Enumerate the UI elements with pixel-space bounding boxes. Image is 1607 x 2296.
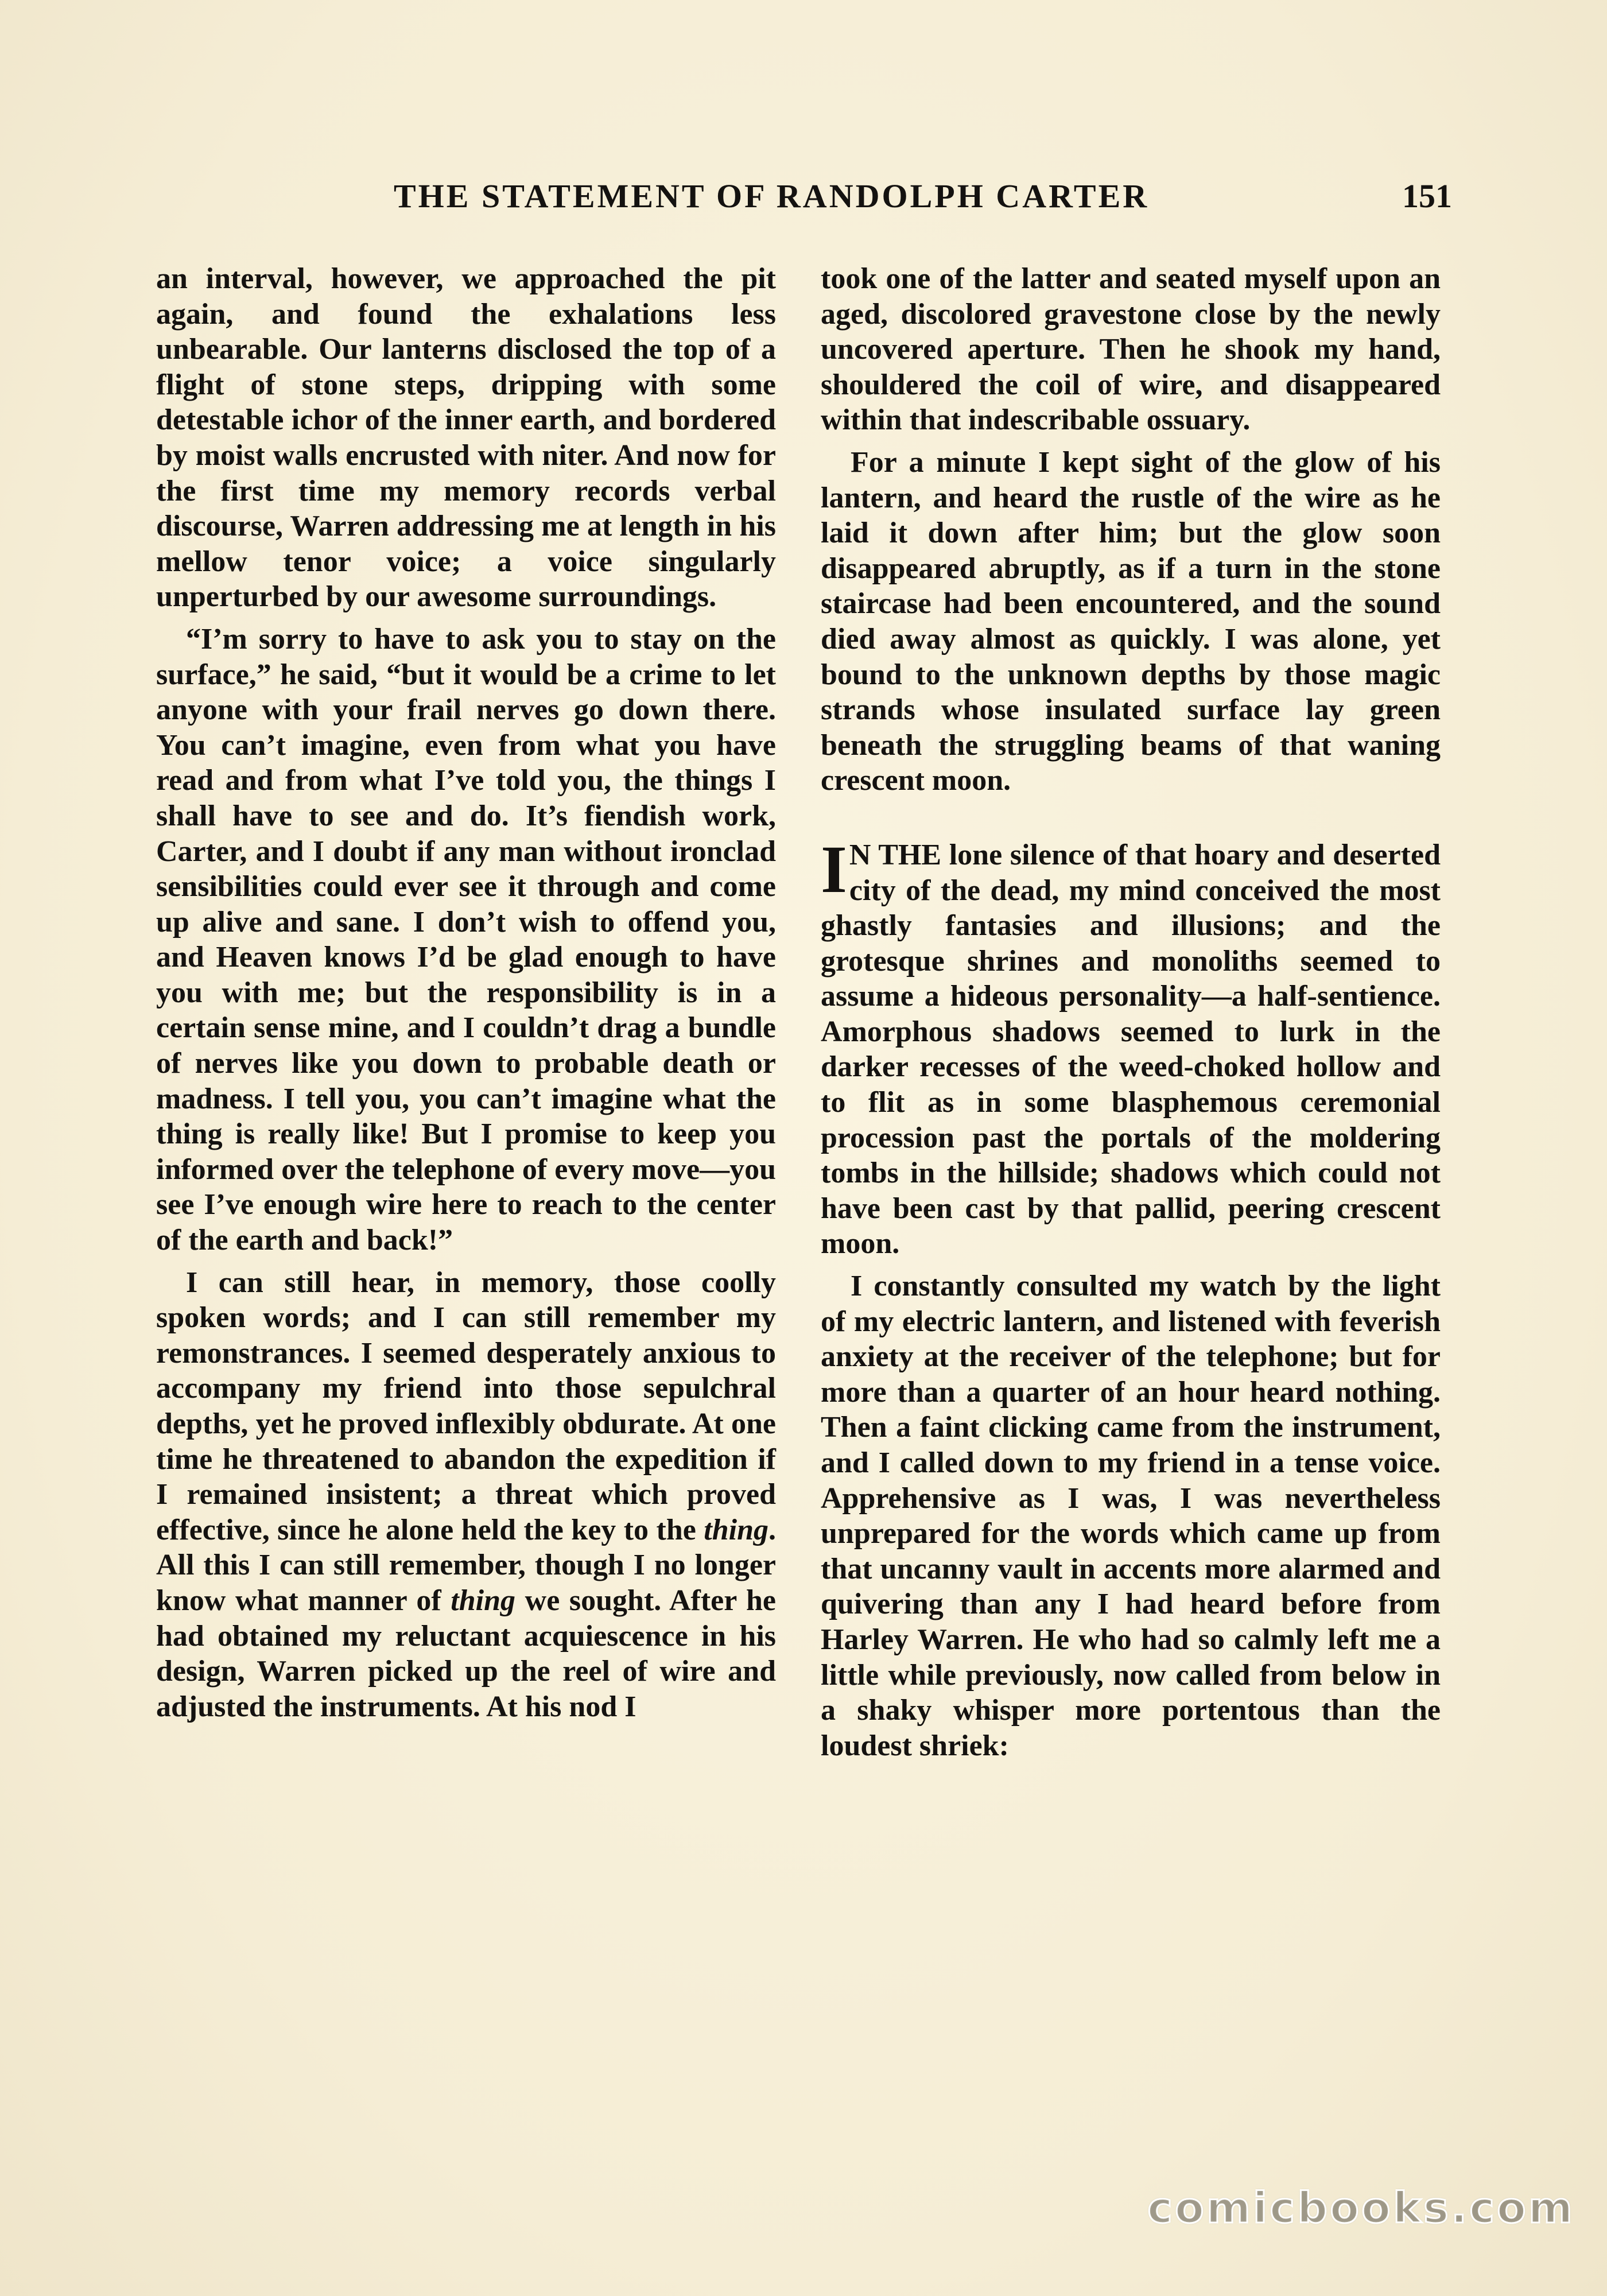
- emphasis-thing-2: thing: [451, 1584, 516, 1617]
- watermark: comicbooks.com: [1147, 2183, 1575, 2233]
- right-paragraph-2: For a minute I kept sight of the glow of his lantern, and heard the rustle of the wire as he laid it down after him; but the glow soon disappeared abruptly, as if a turn in the stone staircase had been encountered, and the sound died away almost as quickly. I was alone, yet bound to the unknown depths by those magic strands whose insulated surface lay green beneath the struggling beams of that waning crescent moon.: [821, 445, 1441, 797]
- right-paragraph-3: [821, 831, 1441, 1262]
- right-paragraph-3-text: N THE lone silence of that hoary and deserted city of the dead, my mind conceived the most ghastly fantasies and illusions; and the grotesque shrines and monoliths seemed to assume a hideous personality—a half-sentience. Amorphous shadows seemed to lurk in the darker recesses of the weed-choked hollow and to flit as in some blasphemous ceremonial procession past the portals of the moldering tombs in the hillside; shadows which could not have been cast by that pallid, peering crescent moon.: [821, 838, 1441, 1261]
- drop-cap: I: [821, 831, 847, 907]
- page-number: 151: [1402, 177, 1452, 215]
- left-paragraph-1: an interval, however, we approached the pit again, and found the exhalations less unbearable. Our lanterns disclosed the top of a flight of stone steps, dripping with some detestable ichor of the inner earth, and bordered by moist walls encrusted with niter. And now for the first time my memory records verbal discourse, Warren addressing me at length in his mellow tenor voice; a voice singularly unperturbed by our awesome surroundings.: [156, 262, 776, 614]
- header-title: THE STATEMENT OF RANDOLPH CARTER: [394, 177, 1150, 215]
- right-paragraph-4: I constantly consulted my watch by the light of my electric lantern, and listened with feverish anxiety at the receiver of the telephone; but for more than a quarter of an hour heard nothing. Then a faint clicking came from the instrument, and I called down to my friend in a tense voice. Apprehensive as I was, I was nevertheless unprepared for the words which came up from that uncanny vault in accents more alarmed and quivering than any I had heard before from Harley Warren. He who had so calmly left me a little while previously, now called from below in a shaky whisper more portentous than the loudest shriek:: [821, 1270, 1441, 1762]
- left-paragraph-3: [156, 1265, 776, 1725]
- right-paragraph-1: took one of the latter and seated myself upon an aged, discolored gravestone close by the newly uncovered aperture. Then he shook my hand, shouldered the coil of wire, and disappeared within that indescribable ossuary.: [821, 262, 1441, 437]
- left-paragraph-2: “I’m sorry to have to ask you to stay on the surface,” he said, “but it would be a crime to let anyone with your frail nerves go down there. You can’t imagine, even from what you have read and from what I’ve told you, the things I shall have to see and do. It’s fiendish work, Carter, and I doubt if any man without ironclad sensibilities could ever see it through and come up alive and sane. I don’t wish to offend you, and Heaven knows I’d be glad enough to have you with me; but the responsibility is in a certain sense mine, and I couldn’t drag a bundle of nerves like you down to probable death or madness. I tell you, you can’t imagine what the thing is really like! But I promise to keep you informed over the telephone of every move—you see I’ve enough wire here to reach to the center of the earth and back!”: [156, 622, 776, 1257]
- left-paragraph-3-part-b: . All this I can still remember, though I no longer know what manner of: [156, 1513, 776, 1617]
- left-paragraph-3-part-a: I can still hear, in memory, those coolly spoken words; and I can still remember my remonstrances. I seemed desperately anxious to accompany my friend into those sepulchral depths, yet he proved inflexibly obdurate. At one time he threatened to abandon the expedition if I remained insistent; a threat which proved effective, since he alone held the key to the: [156, 1266, 776, 1546]
- emphasis-thing-1: thing: [704, 1513, 768, 1546]
- running-header: [170, 173, 1452, 219]
- left-paragraph-3-part-c: we sought. After he had obtained my reluctant acquiescence in his design, Warren picked up the reel of wire and adjusted the instruments. At his nod I: [156, 1584, 777, 1723]
- left-column: [156, 261, 776, 1724]
- right-column: [821, 261, 1441, 1763]
